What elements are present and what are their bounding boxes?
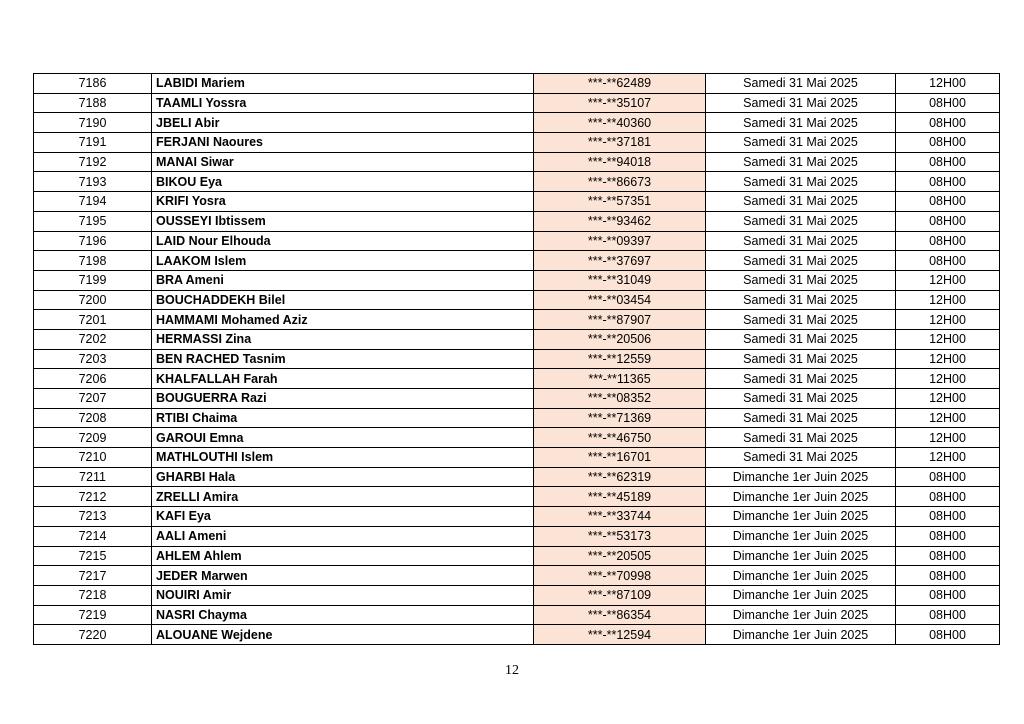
candidate-number-cell: 7201: [34, 310, 152, 330]
exam-date-cell: Samedi 31 Mai 2025: [706, 113, 896, 133]
candidate-number-cell: 7214: [34, 526, 152, 546]
masked-id-cell: ***-**87109: [534, 585, 706, 605]
exam-date-cell: Samedi 31 Mai 2025: [706, 251, 896, 271]
table-row: [34, 526, 1000, 546]
exam-date-cell: Dimanche 1er Juin 2025: [706, 625, 896, 645]
table-row: [34, 329, 1000, 349]
exam-date-cell: Samedi 31 Mai 2025: [706, 152, 896, 172]
exam-time-cell: 08H00: [896, 566, 1000, 586]
masked-id-cell: ***-**20505: [534, 546, 706, 566]
schedule-table: [33, 73, 1000, 645]
exam-time-cell: 08H00: [896, 192, 1000, 212]
candidate-number-cell: 7199: [34, 270, 152, 290]
masked-id-cell: ***-**53173: [534, 526, 706, 546]
exam-date-cell: Samedi 31 Mai 2025: [706, 448, 896, 468]
table-row: [34, 349, 1000, 369]
candidate-number-cell: 7206: [34, 369, 152, 389]
table-row: [34, 585, 1000, 605]
exam-date-cell: Dimanche 1er Juin 2025: [706, 487, 896, 507]
masked-id-cell: ***-**71369: [534, 408, 706, 428]
candidate-number-cell: 7195: [34, 211, 152, 231]
candidate-name-cell: KHALFALLAH Farah: [152, 369, 534, 389]
table-row: [34, 133, 1000, 153]
exam-time-cell: 08H00: [896, 546, 1000, 566]
exam-date-cell: Samedi 31 Mai 2025: [706, 408, 896, 428]
masked-id-cell: ***-**70998: [534, 566, 706, 586]
table-row: [34, 113, 1000, 133]
candidate-number-cell: 7208: [34, 408, 152, 428]
table-row: [34, 507, 1000, 527]
table-row: [34, 467, 1000, 487]
exam-date-cell: Samedi 31 Mai 2025: [706, 133, 896, 153]
candidate-name-cell: LAAKOM Islem: [152, 251, 534, 271]
masked-id-cell: ***-**11365: [534, 369, 706, 389]
candidate-name-cell: OUSSEYI Ibtissem: [152, 211, 534, 231]
masked-id-cell: ***-**31049: [534, 270, 706, 290]
exam-date-cell: Samedi 31 Mai 2025: [706, 329, 896, 349]
masked-id-cell: ***-**62319: [534, 467, 706, 487]
candidate-number-cell: 7215: [34, 546, 152, 566]
table-row: [34, 408, 1000, 428]
table-row: [34, 605, 1000, 625]
exam-date-cell: Samedi 31 Mai 2025: [706, 389, 896, 409]
table-row: [34, 566, 1000, 586]
exam-date-cell: Samedi 31 Mai 2025: [706, 310, 896, 330]
masked-id-cell: ***-**09397: [534, 231, 706, 251]
candidate-name-cell: BOUGUERRA Razi: [152, 389, 534, 409]
table-row: [34, 290, 1000, 310]
masked-id-cell: ***-**03454: [534, 290, 706, 310]
exam-time-cell: 12H00: [896, 270, 1000, 290]
masked-id-cell: ***-**08352: [534, 389, 706, 409]
exam-date-cell: Dimanche 1er Juin 2025: [706, 546, 896, 566]
candidate-name-cell: BIKOU Eya: [152, 172, 534, 192]
exam-time-cell: 08H00: [896, 507, 1000, 527]
masked-id-cell: ***-**35107: [534, 93, 706, 113]
table-row: [34, 172, 1000, 192]
exam-time-cell: 12H00: [896, 389, 1000, 409]
masked-id-cell: ***-**86673: [534, 172, 706, 192]
exam-time-cell: 12H00: [896, 74, 1000, 94]
exam-date-cell: Dimanche 1er Juin 2025: [706, 526, 896, 546]
table-row: [34, 211, 1000, 231]
table-row: [34, 448, 1000, 468]
exam-time-cell: 12H00: [896, 448, 1000, 468]
exam-date-cell: Samedi 31 Mai 2025: [706, 172, 896, 192]
table-row: [34, 310, 1000, 330]
masked-id-cell: ***-**87907: [534, 310, 706, 330]
candidate-number-cell: 7207: [34, 389, 152, 409]
candidate-number-cell: 7192: [34, 152, 152, 172]
exam-time-cell: 08H00: [896, 625, 1000, 645]
masked-id-cell: ***-**37181: [534, 133, 706, 153]
exam-time-cell: 08H00: [896, 467, 1000, 487]
table-row: [34, 93, 1000, 113]
candidate-name-cell: GAROUI Emna: [152, 428, 534, 448]
masked-id-cell: ***-**46750: [534, 428, 706, 448]
exam-date-cell: Dimanche 1er Juin 2025: [706, 605, 896, 625]
exam-time-cell: 08H00: [896, 605, 1000, 625]
table-row: [34, 251, 1000, 271]
table-row: [34, 192, 1000, 212]
exam-date-cell: Samedi 31 Mai 2025: [706, 369, 896, 389]
candidate-name-cell: BOUCHADDEKH Bilel: [152, 290, 534, 310]
exam-time-cell: 08H00: [896, 93, 1000, 113]
candidate-number-cell: 7218: [34, 585, 152, 605]
table-row: [34, 270, 1000, 290]
exam-date-cell: Samedi 31 Mai 2025: [706, 74, 896, 94]
table-row: [34, 428, 1000, 448]
exam-date-cell: Samedi 31 Mai 2025: [706, 349, 896, 369]
candidate-name-cell: JEDER Marwen: [152, 566, 534, 586]
exam-date-cell: Samedi 31 Mai 2025: [706, 270, 896, 290]
exam-time-cell: 08H00: [896, 133, 1000, 153]
candidate-name-cell: KAFI Eya: [152, 507, 534, 527]
candidate-name-cell: TAAMLI Yossra: [152, 93, 534, 113]
candidate-number-cell: 7200: [34, 290, 152, 310]
candidate-number-cell: 7219: [34, 605, 152, 625]
candidate-number-cell: 7213: [34, 507, 152, 527]
candidate-name-cell: ZRELLI Amira: [152, 487, 534, 507]
exam-time-cell: 08H00: [896, 526, 1000, 546]
exam-time-cell: 12H00: [896, 369, 1000, 389]
candidate-number-cell: 7190: [34, 113, 152, 133]
exam-date-cell: Samedi 31 Mai 2025: [706, 211, 896, 231]
table-row: [34, 625, 1000, 645]
exam-date-cell: Dimanche 1er Juin 2025: [706, 507, 896, 527]
candidate-name-cell: HAMMAMI Mohamed Aziz: [152, 310, 534, 330]
exam-date-cell: Samedi 31 Mai 2025: [706, 231, 896, 251]
candidate-name-cell: AHLEM Ahlem: [152, 546, 534, 566]
exam-time-cell: 12H00: [896, 349, 1000, 369]
candidate-name-cell: LAID Nour Elhouda: [152, 231, 534, 251]
table-row: [34, 369, 1000, 389]
masked-id-cell: ***-**33744: [534, 507, 706, 527]
exam-time-cell: 08H00: [896, 211, 1000, 231]
candidate-number-cell: 7220: [34, 625, 152, 645]
exam-time-cell: 12H00: [896, 310, 1000, 330]
candidate-name-cell: GHARBI Hala: [152, 467, 534, 487]
masked-id-cell: ***-**40360: [534, 113, 706, 133]
candidate-number-cell: 7203: [34, 349, 152, 369]
table-row: [34, 152, 1000, 172]
candidate-name-cell: MATHLOUTHI Islem: [152, 448, 534, 468]
masked-id-cell: ***-**45189: [534, 487, 706, 507]
exam-date-cell: Dimanche 1er Juin 2025: [706, 585, 896, 605]
masked-id-cell: ***-**37697: [534, 251, 706, 271]
masked-id-cell: ***-**62489: [534, 74, 706, 94]
candidate-name-cell: AALI Ameni: [152, 526, 534, 546]
candidate-name-cell: BRA Ameni: [152, 270, 534, 290]
candidate-name-cell: LABIDI Mariem: [152, 74, 534, 94]
candidate-number-cell: 7198: [34, 251, 152, 271]
page-number: 12: [505, 663, 519, 678]
candidate-number-cell: 7217: [34, 566, 152, 586]
exam-time-cell: 08H00: [896, 231, 1000, 251]
exam-time-cell: 08H00: [896, 152, 1000, 172]
exam-time-cell: 08H00: [896, 585, 1000, 605]
candidate-number-cell: 7210: [34, 448, 152, 468]
table-row: [34, 74, 1000, 94]
exam-time-cell: 08H00: [896, 251, 1000, 271]
candidate-number-cell: 7193: [34, 172, 152, 192]
masked-id-cell: ***-**20506: [534, 329, 706, 349]
masked-id-cell: ***-**93462: [534, 211, 706, 231]
exam-time-cell: 08H00: [896, 487, 1000, 507]
masked-id-cell: ***-**94018: [534, 152, 706, 172]
table-row: [34, 389, 1000, 409]
candidate-number-cell: 7196: [34, 231, 152, 251]
masked-id-cell: ***-**12594: [534, 625, 706, 645]
exam-time-cell: 08H00: [896, 113, 1000, 133]
exam-time-cell: 12H00: [896, 408, 1000, 428]
candidate-number-cell: 7211: [34, 467, 152, 487]
candidate-name-cell: MANAI Siwar: [152, 152, 534, 172]
exam-date-cell: Samedi 31 Mai 2025: [706, 290, 896, 310]
candidate-number-cell: 7209: [34, 428, 152, 448]
exam-date-cell: Samedi 31 Mai 2025: [706, 93, 896, 113]
table-row: [34, 231, 1000, 251]
candidate-name-cell: HERMASSI Zina: [152, 329, 534, 349]
exam-time-cell: 12H00: [896, 428, 1000, 448]
candidate-number-cell: 7188: [34, 93, 152, 113]
exam-date-cell: Samedi 31 Mai 2025: [706, 428, 896, 448]
exam-time-cell: 08H00: [896, 172, 1000, 192]
candidate-name-cell: ALOUANE Wejdene: [152, 625, 534, 645]
candidate-number-cell: 7194: [34, 192, 152, 212]
table-row: [34, 546, 1000, 566]
masked-id-cell: ***-**57351: [534, 192, 706, 212]
exam-date-cell: Samedi 31 Mai 2025: [706, 192, 896, 212]
candidate-name-cell: NOUIRI Amir: [152, 585, 534, 605]
masked-id-cell: ***-**12559: [534, 349, 706, 369]
exam-time-cell: 12H00: [896, 290, 1000, 310]
candidate-number-cell: 7212: [34, 487, 152, 507]
schedule-table-body: [34, 74, 1000, 645]
candidate-name-cell: BEN RACHED Tasnim: [152, 349, 534, 369]
table-row: [34, 487, 1000, 507]
candidate-name-cell: KRIFI Yosra: [152, 192, 534, 212]
candidate-name-cell: RTIBI Chaima: [152, 408, 534, 428]
candidate-number-cell: 7202: [34, 329, 152, 349]
exam-date-cell: Dimanche 1er Juin 2025: [706, 566, 896, 586]
masked-id-cell: ***-**16701: [534, 448, 706, 468]
candidate-name-cell: NASRI Chayma: [152, 605, 534, 625]
exam-time-cell: 12H00: [896, 329, 1000, 349]
candidate-name-cell: FERJANI Naoures: [152, 133, 534, 153]
candidate-number-cell: 7191: [34, 133, 152, 153]
candidate-number-cell: 7186: [34, 74, 152, 94]
candidate-name-cell: JBELI Abir: [152, 113, 534, 133]
exam-date-cell: Dimanche 1er Juin 2025: [706, 467, 896, 487]
masked-id-cell: ***-**86354: [534, 605, 706, 625]
